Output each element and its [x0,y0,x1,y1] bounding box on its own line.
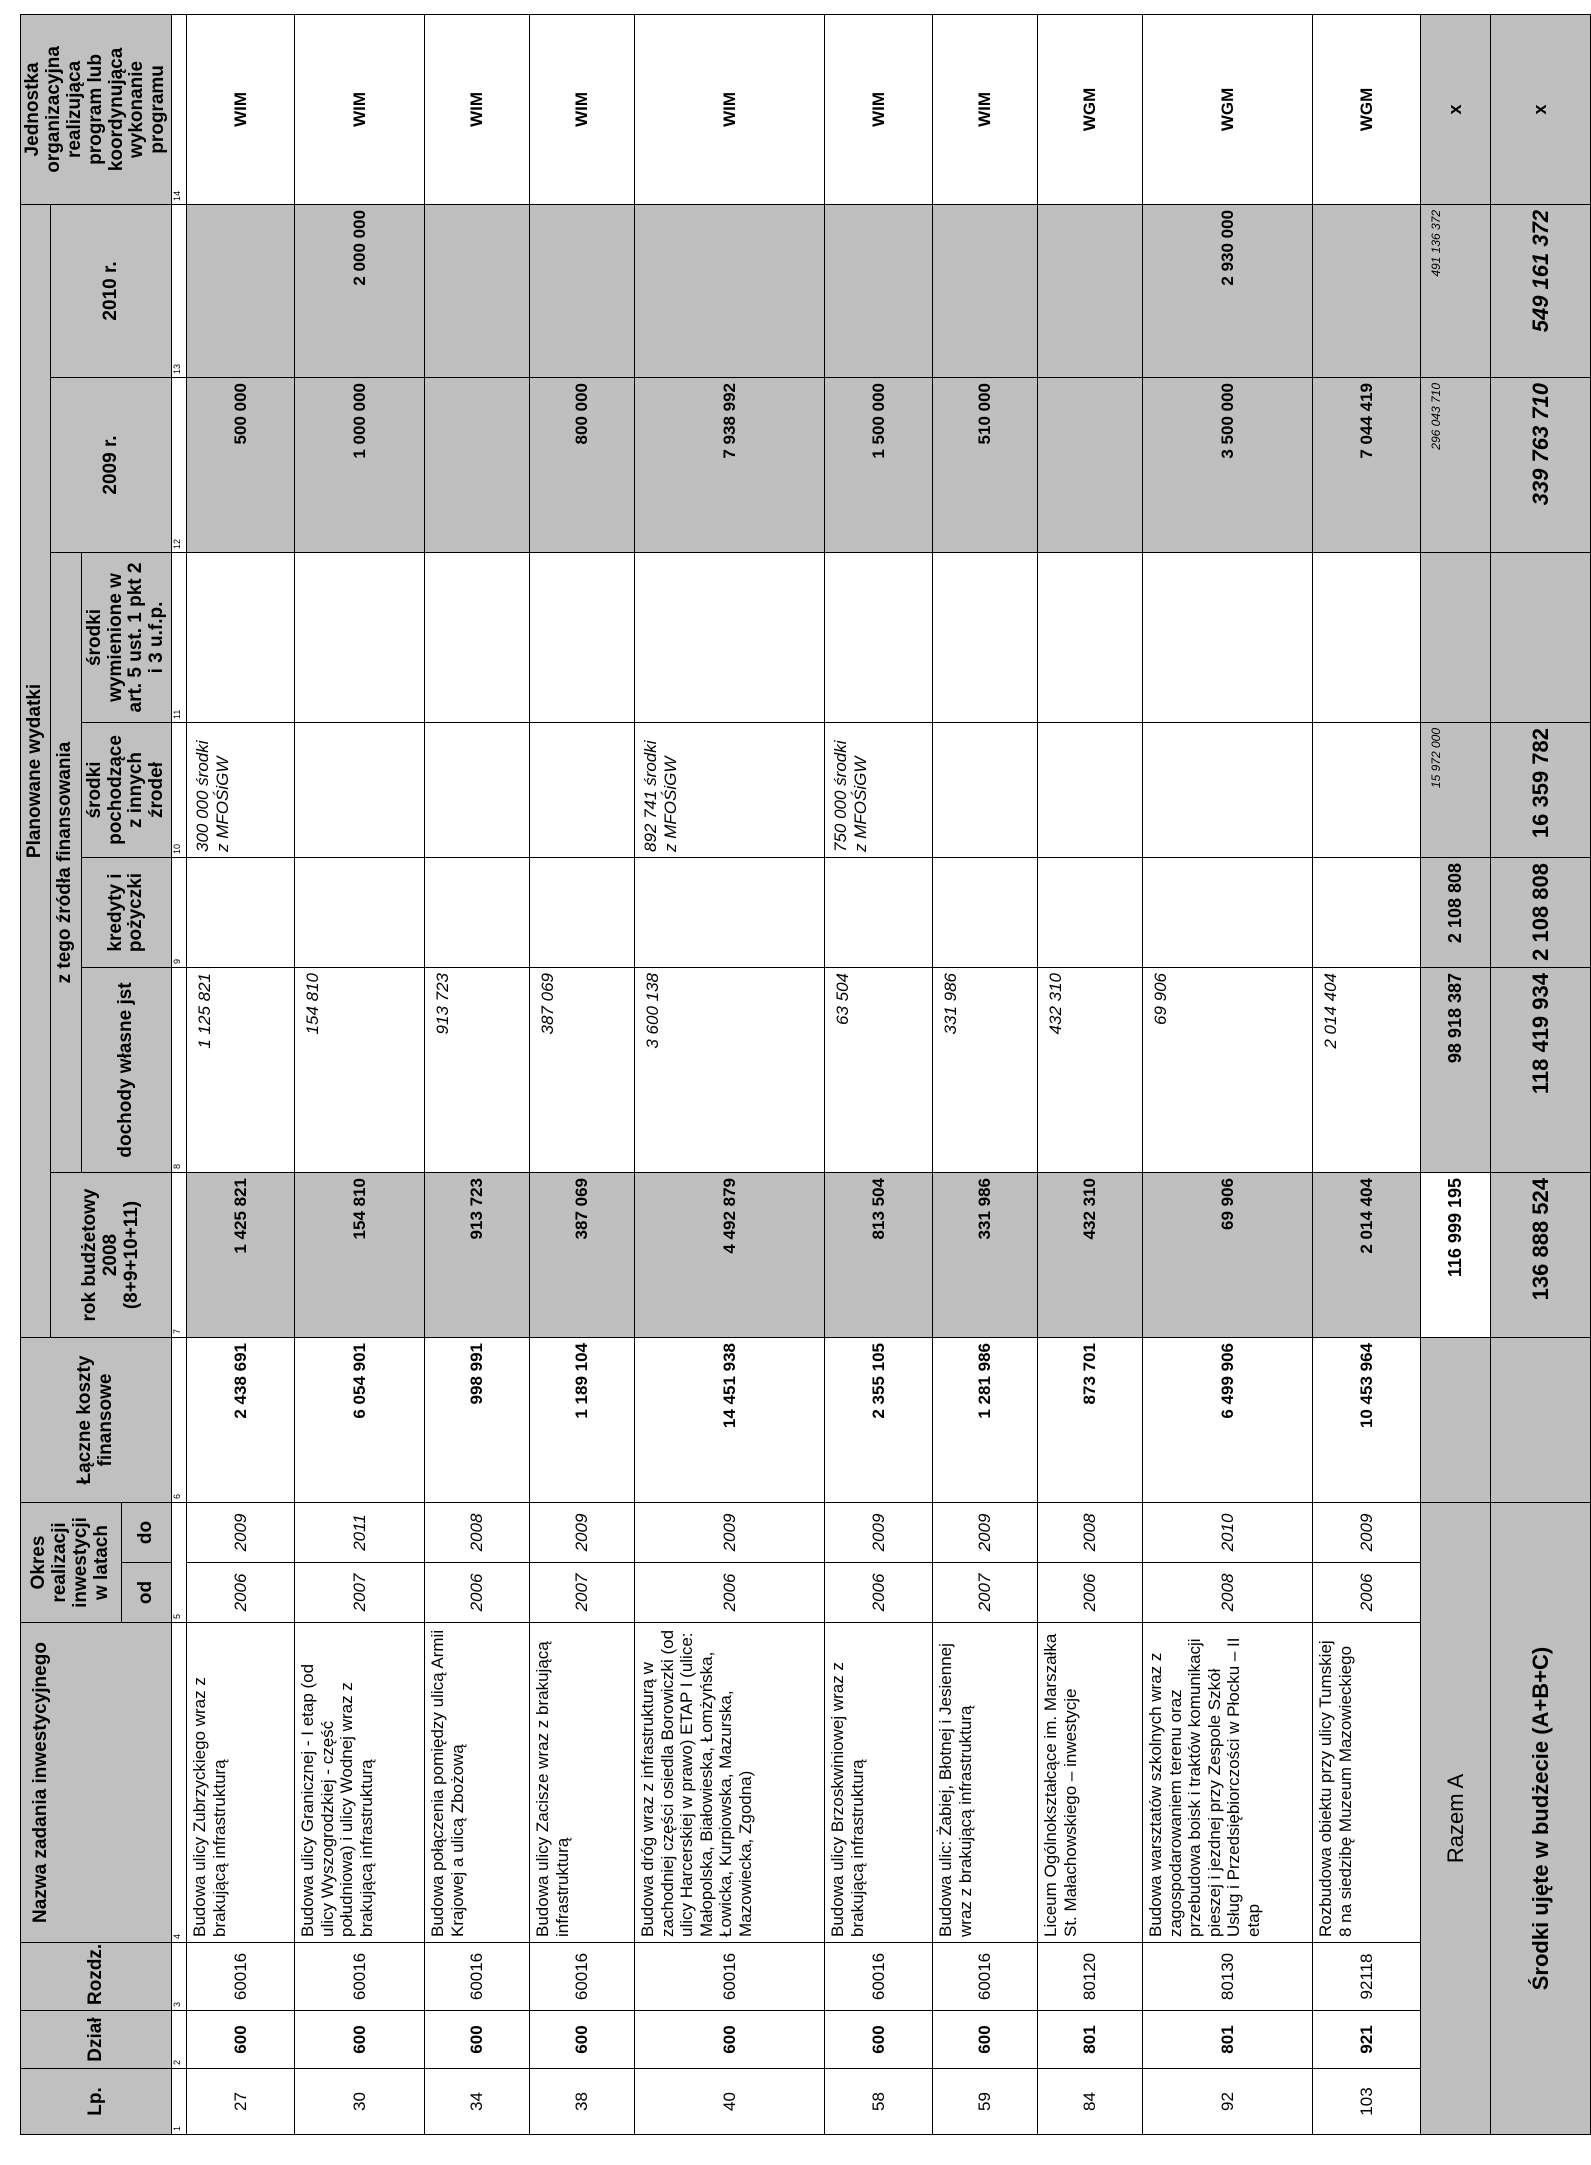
header-rozdz: Rozdz. [21,1943,172,2011]
table-row [187,14,295,2134]
cell-od: 2006 [635,1563,825,1623]
cell-do: 2009 [933,1503,1038,1563]
cell-dzial: 600 [635,2011,825,2069]
cell-2009: 3 500 000 [1143,378,1313,553]
razem-kredyty: 2 108 808 [1421,858,1491,968]
total-rok: 136 888 524 [1491,1173,1591,1338]
total-label: Środki ujęte w budżecie (A+B+C) [1491,1503,1591,2135]
cell-rok-budzetowy: 813 504 [825,1173,933,1338]
column-number: 10 [172,723,187,858]
cell-kredyty [1143,858,1313,968]
total-laczne [1491,1338,1591,1503]
column-number: 3 [172,1943,187,2011]
header-kredyty: kredyty i pożyczki [81,858,172,968]
cell-laczne: 1 189 104 [530,1338,635,1503]
cell-srodki-art [1313,553,1421,723]
cell-rozdz: 80120 [1038,1943,1143,2011]
cell-jednostka: WIM [825,14,933,204]
cell-rok-budzetowy: 432 310 [1038,1173,1143,1338]
razem-jednostka: x [1421,14,1491,204]
cell-srodki-inne [1313,723,1421,858]
cell-od: 2006 [187,1563,295,1623]
cell-2009: 1 000 000 [295,378,425,553]
cell-srodki-inne: 300 000 środki z MFOŚiGW [187,723,295,858]
cell-dzial: 801 [1143,2011,1313,2069]
cell-laczne: 14 451 938 [635,1338,825,1503]
table-row [825,14,933,2134]
cell-rozdz: 60016 [933,1943,1038,2011]
cell-srodki-art [295,553,425,723]
cell-dzial: 921 [1313,2011,1421,2069]
header-laczne: Łączne koszty finansowe [21,1338,172,1503]
cell-rozdz: 92118 [1313,1943,1421,2011]
cell-srodki-inne [1143,723,1313,858]
cell-jednostka: WIM [295,14,425,204]
table-row [1313,14,1421,2134]
total-row [1491,14,1591,2134]
header-2010: 2010 r. [51,204,172,377]
cell-dzial: 600 [187,2011,295,2069]
cell-lp: 92 [1143,2069,1313,2135]
razem-2009: 296 043 710 [1421,378,1491,553]
cell-nazwa: Budowa ulic: Żabiej, Błotnej i Jesiennej wraz z brakującą infrastrukturą [933,1623,1038,1943]
cell-kredyty [635,858,825,968]
cell-jednostka: WIM [530,14,635,204]
table-row [1038,14,1143,2134]
cell-od: 2006 [825,1563,933,1623]
cell-laczne: 2 438 691 [187,1338,295,1503]
column-number: 12 [172,378,187,553]
cell-dochody: 2 014 404 [1313,968,1421,1173]
cell-nazwa: Budowa warsztatów szkolnych wraz z zagospodarowaniem terenu oraz przebudowa boisk i traktów komunikacji pieszej i jezdnej przy Zespole Szkół Usług i Przedsiębiorczości w Płocku – II etap [1143,1623,1313,1943]
header-do: do [122,1503,172,1563]
cell-laczne: 10 453 964 [1313,1338,1421,1503]
cell-srodki-art [425,553,530,723]
cell-nazwa: Budowa ulicy Zubrzyckiego wraz z brakującą infrastrukturą [187,1623,295,1943]
cell-2010 [933,204,1038,377]
cell-2010 [187,204,295,377]
cell-nazwa: Budowa ulicy Brzoskwiniowej wraz z brakującą infrastrukturą [825,1623,933,1943]
column-number: 9 [172,858,187,968]
total-srodki-inne: 16 359 782 [1491,723,1591,858]
cell-srodki-inne: 750 000 środki z MFOŚiGW [825,723,933,858]
cell-od: 2008 [1143,1563,1313,1623]
cell-dochody: 387 069 [530,968,635,1173]
cell-2010 [425,204,530,377]
table-row [530,14,635,2134]
cell-rozdz: 80130 [1143,1943,1313,2011]
cell-do: 2009 [825,1503,933,1563]
table-row [1143,14,1313,2134]
cell-nazwa: Budowa ulicy Zacisze wraz z brakującą infrastrukturą [530,1623,635,1943]
header-srodki-inne: środki pochodzące z innych źrodeł [81,723,172,858]
razem-rok: 116 999 195 [1421,1173,1491,1338]
cell-rok-budzetowy: 154 810 [295,1173,425,1338]
cell-srodki-art [933,553,1038,723]
cell-lp: 84 [1038,2069,1143,2135]
table-row [295,14,425,2134]
cell-od: 2007 [295,1563,425,1623]
cell-kredyty [295,858,425,968]
cell-dzial: 600 [295,2011,425,2069]
cell-lp: 38 [530,2069,635,2135]
cell-lp: 34 [425,2069,530,2135]
header-dzial: Dział [21,2011,172,2069]
cell-srodki-inne [933,723,1038,858]
razem-row [1421,14,1491,2134]
cell-rok-budzetowy: 4 492 879 [635,1173,825,1338]
cell-rok-budzetowy: 69 906 [1143,1173,1313,1338]
cell-dochody: 331 986 [933,968,1038,1173]
cell-do: 2008 [1038,1503,1143,1563]
total-2009: 339 763 710 [1491,378,1591,553]
cell-kredyty [187,858,295,968]
header-nazwa: Nazwa zadania inwestycyjnego [21,1623,172,1943]
razem-srodki-art [1421,553,1491,723]
cell-2009 [1038,378,1143,553]
column-number: 13 [172,204,187,377]
cell-2009: 800 000 [530,378,635,553]
cell-srodki-art [1038,553,1143,723]
cell-2009: 500 000 [187,378,295,553]
cell-lp: 59 [933,2069,1038,2135]
cell-jednostka: WIM [933,14,1038,204]
cell-od: 2006 [1038,1563,1143,1623]
cell-lp: 40 [635,2069,825,2135]
total-2010: 549 161 372 [1491,204,1591,377]
column-numbers-row [172,14,187,2134]
cell-srodki-inne [530,723,635,858]
cell-do: 2008 [425,1503,530,1563]
cell-2010: 2 000 000 [295,204,425,377]
cell-rok-budzetowy: 1 425 821 [187,1173,295,1338]
table-row [425,14,530,2134]
column-number: 5 [172,1503,187,1623]
cell-2010 [1038,204,1143,377]
cell-kredyty [825,858,933,968]
cell-laczne: 873 701 [1038,1338,1143,1503]
cell-jednostka: WGM [1038,14,1143,204]
cell-2009: 1 500 000 [825,378,933,553]
cell-laczne: 6 499 906 [1143,1338,1313,1503]
cell-nazwa: Liceum Ogólnokształcące im. Marszałka St. Małachowskiego – inwestycje [1038,1623,1143,1943]
cell-jednostka: WGM [1143,14,1313,204]
cell-dochody: 63 504 [825,968,933,1173]
cell-laczne: 6 054 901 [295,1338,425,1503]
razem-2010: 491 136 372 [1421,204,1491,377]
cell-do: 2010 [1143,1503,1313,1563]
cell-do: 2011 [295,1503,425,1563]
header-jednostka: Jednostka organizacyjna realizująca program lub koordynująca wykonanie programu [21,14,172,204]
cell-kredyty [425,858,530,968]
cell-rozdz: 60016 [295,1943,425,2011]
cell-dochody: 432 310 [1038,968,1143,1173]
cell-rozdz: 60016 [187,1943,295,2011]
razem-laczne [1421,1338,1491,1503]
total-jednostka: x [1491,14,1591,204]
cell-2010 [1313,204,1421,377]
cell-rok-budzetowy: 387 069 [530,1173,635,1338]
cell-dzial: 600 [425,2011,530,2069]
cell-kredyty [1038,858,1143,968]
cell-srodki-inne [425,723,530,858]
cell-laczne: 1 281 986 [933,1338,1038,1503]
cell-srodki-inne: 892 741 środki z MFOŚiGW [635,723,825,858]
cell-srodki-art [825,553,933,723]
cell-srodki-art [187,553,295,723]
header-lp: Lp. [21,2069,172,2135]
cell-2010 [825,204,933,377]
column-number: 6 [172,1338,187,1503]
column-number: 2 [172,2011,187,2069]
cell-srodki-art [530,553,635,723]
razem-dochody: 98 918 387 [1421,968,1491,1173]
header-dochody: dochody własne jst [81,968,172,1173]
cell-rok-budzetowy: 913 723 [425,1173,530,1338]
cell-2009 [425,378,530,553]
cell-dochody: 1 125 821 [187,968,295,1173]
cell-od: 2007 [530,1563,635,1623]
cell-2009: 510 000 [933,378,1038,553]
cell-od: 2006 [425,1563,530,1623]
cell-kredyty [530,858,635,968]
cell-do: 2009 [1313,1503,1421,1563]
cell-od: 2006 [1313,1563,1421,1623]
cell-do: 2009 [530,1503,635,1563]
header-zrodla: z tego źródła finansowania [51,553,82,1173]
cell-jednostka: WIM [635,14,825,204]
total-srodki-art [1491,553,1591,723]
cell-srodki-art [635,553,825,723]
header-planowane: Planowane wydatki [21,204,51,1337]
header-od: od [122,1563,172,1623]
total-kredyty: 2 108 808 [1491,858,1591,968]
cell-rok-budzetowy: 331 986 [933,1173,1038,1338]
column-number: 11 [172,553,187,723]
cell-srodki-inne [1038,723,1143,858]
cell-dochody: 69 906 [1143,968,1313,1173]
razem-srodki-inne: 15 972 000 [1421,723,1491,858]
cell-jednostka: WGM [1313,14,1421,204]
cell-nazwa: Budowa połączenia pomiędzy ulicą Armii Krajowej a ulicą Zbożową [425,1623,530,1943]
cell-rozdz: 60016 [635,1943,825,2011]
cell-2009: 7 938 992 [635,378,825,553]
cell-2010 [635,204,825,377]
cell-jednostka: WIM [425,14,530,204]
cell-nazwa: Budowa ulicy Granicznej - I etap (od ulicy Wyszogrodzkiej - część południowa) i ulicy Wodnej wraz z brakującą infrastrukturą [295,1623,425,1943]
investment-table [20,14,1591,2135]
cell-2009: 7 044 419 [1313,378,1421,553]
cell-kredyty [1313,858,1421,968]
cell-srodki-inne [295,723,425,858]
cell-laczne: 2 355 105 [825,1338,933,1503]
column-number: 14 [172,14,187,204]
cell-rozdz: 60016 [425,1943,530,2011]
column-number: 1 [172,2069,187,2135]
cell-rozdz: 60016 [530,1943,635,2011]
column-number: 4 [172,1623,187,1943]
cell-do: 2009 [635,1503,825,1563]
cell-rok-budzetowy: 2 014 404 [1313,1173,1421,1338]
cell-dzial: 600 [933,2011,1038,2069]
cell-jednostka: WIM [187,14,295,204]
header-rok: rok budżetowy 2008 (8+9+10+11) [51,1173,172,1338]
razem-label: Razem A [1421,1503,1491,2135]
cell-lp: 103 [1313,2069,1421,2135]
cell-do: 2009 [187,1503,295,1563]
cell-dzial: 600 [530,2011,635,2069]
cell-lp: 27 [187,2069,295,2135]
cell-nazwa: Budowa dróg wraz z infrastrukturą w zachodniej części osiedla Borowiczki (od ulicy Harcerskiej w prawo) ETAP I (ulice: Małopolska, Białowieska, Łomżyńska, Łowicka, Kurpiowska, Mazurska, Mazowiecka, Zgodna) [635,1623,825,1943]
cell-rozdz: 60016 [825,1943,933,2011]
cell-2010 [530,204,635,377]
cell-dochody: 3 600 138 [635,968,825,1173]
cell-kredyty [933,858,1038,968]
cell-dzial: 801 [1038,2011,1143,2069]
cell-dzial: 600 [825,2011,933,2069]
cell-lp: 58 [825,2069,933,2135]
cell-od: 2007 [933,1563,1038,1623]
cell-lp: 30 [295,2069,425,2135]
table-row [933,14,1038,2134]
column-number: 8 [172,968,187,1173]
table-row [635,14,825,2134]
header-okres: Okres realizacji inwestycji w latach [21,1503,122,1623]
cell-dochody: 913 723 [425,968,530,1173]
cell-nazwa: Rozbudowa obiektu przy ulicy Tumskiej 8 na siedzibę Muzeum Mazowieckiego [1313,1623,1421,1943]
column-number: 7 [172,1173,187,1338]
header-2009: 2009 r. [51,378,172,553]
header-srodki-art: środki wymienione w art. 5 ust. 1 pkt 2 i 3 u.f.p. [81,553,172,723]
cell-dochody: 154 810 [295,968,425,1173]
cell-srodki-art [1143,553,1313,723]
total-dochody: 118 419 934 [1491,968,1591,1173]
cell-laczne: 998 991 [425,1338,530,1503]
cell-2010: 2 930 000 [1143,204,1313,377]
